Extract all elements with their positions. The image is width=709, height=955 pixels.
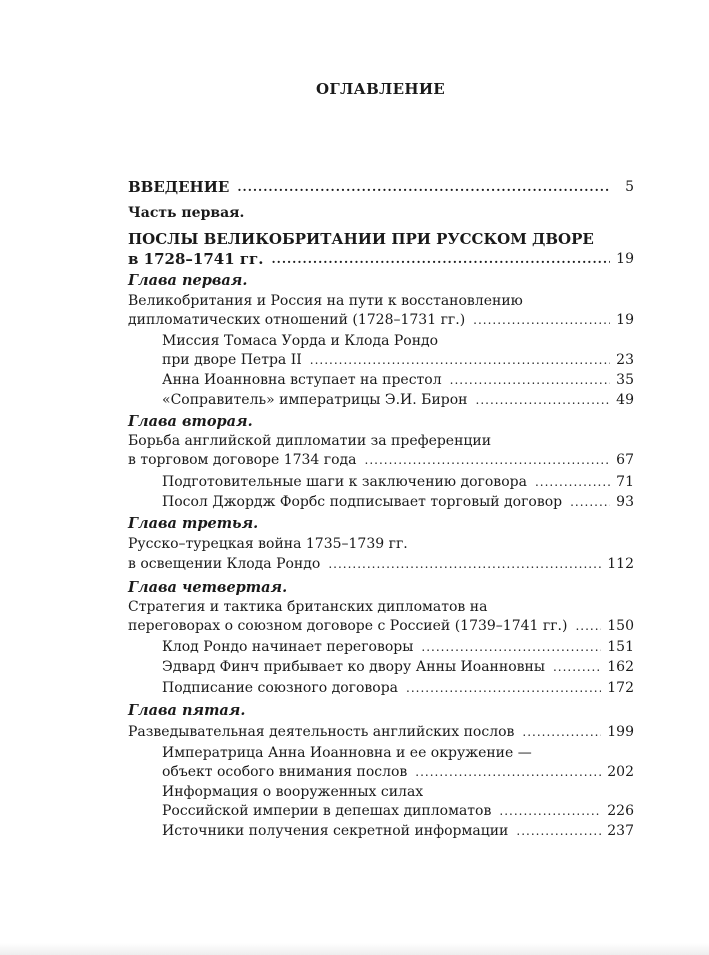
toc-entry-text: дипломатических отношений (1728–1731 гг.): [128, 312, 466, 328]
toc-entry-text: Разведывательная деятельность английских послов: [128, 724, 515, 740]
page-number: 19: [616, 312, 634, 328]
toc-entry-line: [162, 351, 634, 369]
toc-entry-text: Информация о вооруженных силах: [162, 784, 424, 800]
page-number: 150: [607, 618, 634, 634]
toc-entry-line: [162, 473, 634, 491]
toc-entry-text: Анна Иоанновна вступает на престол: [162, 372, 442, 388]
toc-entry-line: [128, 617, 634, 635]
toc-entry-line: [162, 763, 634, 781]
toc-entry-text: ВВЕДЕНИЕ: [128, 178, 230, 196]
toc-entry-line: [162, 391, 634, 409]
toc-entry-text: Великобритания и Россия на пути к восстановлению: [128, 293, 523, 309]
chapter-heading: [128, 579, 287, 597]
toc-entry-line: [162, 679, 634, 697]
page-number: 93: [616, 494, 634, 510]
chapter-heading: [128, 413, 253, 431]
toc-entry-text: Миссия Томаса Уорда и Клода Рондо: [162, 333, 439, 349]
toc-entry-text: Клод Рондо начинает переговоры: [162, 639, 414, 655]
page-number: 67: [616, 452, 634, 468]
dot-leader: [522, 723, 601, 741]
toc-entry-text: Посол Джордж Форбс подписывает торговый договор: [162, 494, 563, 510]
toc-entry-text: Глава четвертая.: [128, 579, 288, 596]
toc-entry-text: Глава первая.: [128, 272, 248, 289]
toc-entry-text: ПОСЛЫ ВЕЛИКОБРИТАНИИ ПРИ РУССКОМ ДВОРЕ: [128, 230, 594, 248]
toc-entry-line: [162, 744, 532, 762]
page-number: 49: [616, 392, 634, 408]
page-number: 237: [607, 823, 634, 839]
toc-entry-line: [162, 332, 438, 350]
dot-leader: [450, 371, 610, 389]
toc-entry-line: [128, 204, 244, 222]
page-title: ОГЛАВЛЕНИЕ: [315, 80, 446, 98]
toc-entry-line: [128, 723, 634, 741]
toc-entry-line: [162, 371, 634, 389]
toc-entry-text: Часть первая.: [128, 205, 245, 221]
toc-entry-text: в торговом договоре 1734 года: [128, 452, 357, 468]
toc-entry-text: Российской империи в депешах дипломатов: [162, 803, 492, 819]
dot-leader: [499, 802, 601, 820]
toc-entry-line: [128, 292, 523, 310]
dot-leader: [415, 763, 601, 781]
toc-entry-line: [128, 555, 634, 573]
toc-entry-line: [128, 230, 594, 248]
page-number: 112: [607, 556, 634, 572]
toc-entry-text: переговорах о союзном договоре с Россией (1739–1741 гг.): [128, 618, 568, 634]
toc-entry-text: Стратегия и тактика британских дипломатов на: [128, 599, 488, 615]
dot-leader: [310, 351, 610, 369]
toc-entry-text: Эдвард Финч прибывает ко двору Анны Иоанновны: [162, 659, 545, 675]
dot-leader: [406, 679, 601, 697]
toc-entry-text: в 1728–1741 гг.: [128, 250, 264, 268]
toc-entry-text: Русско–турецкая война 1735–1739 гг.: [128, 536, 408, 552]
page-number: 23: [616, 352, 634, 368]
page-number: 35: [616, 372, 634, 388]
toc-entry-line: [162, 658, 634, 676]
dot-leader: [516, 822, 601, 840]
dot-leader: [553, 658, 601, 676]
dot-leader: [575, 617, 601, 635]
dot-leader: [476, 391, 610, 409]
toc-entry-text: Подписание союзного договора: [162, 680, 399, 696]
toc-entry-text: Подготовительные шаги к заключению договора: [162, 474, 527, 490]
toc-entry-text: Глава вторая.: [128, 413, 253, 430]
toc-entry-text: в освещении Клода Рондо: [128, 556, 321, 572]
toc-entry-text: Глава третья.: [128, 515, 259, 532]
toc-entry-text: объект особого внимания послов: [162, 764, 408, 780]
toc-entry-line: [162, 802, 634, 820]
toc-entry-text: Источники получения секретной информации: [162, 823, 509, 839]
toc-entry-text: Императрица Анна Иоанновна и ее окружение —: [162, 745, 532, 761]
toc-entry-text: Борьба английской дипломатии за преференции: [128, 433, 492, 449]
dot-leader: [570, 493, 610, 511]
dot-leader: [237, 178, 610, 196]
page-number: 71: [616, 474, 634, 490]
page-number: 19: [616, 251, 634, 267]
page-number: 226: [607, 803, 634, 819]
page-number: 199: [607, 724, 634, 740]
dot-leader: [365, 451, 610, 469]
toc-entry-line: [128, 250, 634, 268]
toc-entry-line: [128, 535, 408, 553]
toc-entry-line: [128, 311, 634, 329]
dot-leader: [328, 555, 601, 573]
toc-entry-text: Глава пятая.: [128, 702, 246, 719]
dot-leader: [473, 311, 610, 329]
page-number: 172: [607, 680, 634, 696]
toc-entry-line: [162, 638, 634, 656]
page-number: 202: [607, 764, 634, 780]
dot-leader: [535, 473, 610, 491]
page-number: 5: [625, 179, 634, 195]
dot-leader: [421, 638, 601, 656]
chapter-heading: [128, 272, 247, 290]
chapter-heading: [128, 515, 258, 533]
toc-entry-text: при дворе Петра II: [162, 352, 302, 368]
toc-entry-line: [128, 178, 634, 196]
page-edge-shadow: [0, 943, 709, 955]
toc-entry-line: [128, 598, 487, 616]
dot-leader: [271, 250, 610, 268]
toc-entry-text: «Соправитель» императрицы Э.И. Бирон: [162, 392, 468, 408]
toc-entry-line: [128, 432, 491, 450]
page-number: 151: [607, 639, 634, 655]
chapter-heading: [128, 702, 245, 720]
toc-entry-line: [128, 451, 634, 469]
toc-entry-line: [162, 783, 423, 801]
page-number: 162: [607, 659, 634, 675]
toc-entry-line: [162, 822, 634, 840]
toc-entry-line: [162, 493, 634, 511]
